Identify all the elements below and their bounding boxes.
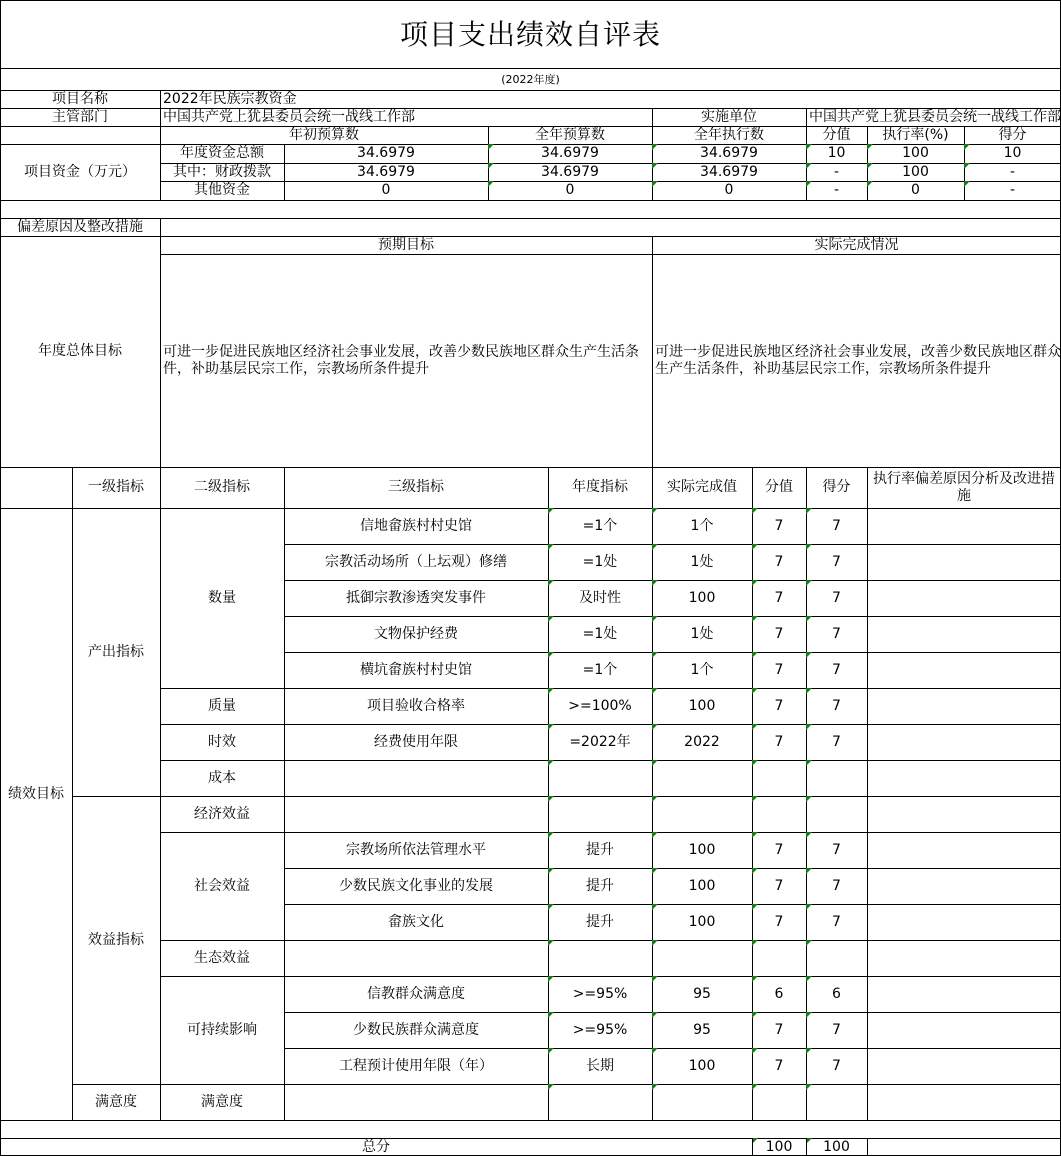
indicator-value: 7 [752, 580, 806, 616]
indicator-note [867, 616, 1061, 652]
fund-header-2: 全年执行数 [694, 126, 764, 143]
indicator-name: 文物保护经费 [374, 625, 458, 642]
fund-row-label: 其他资金 [194, 182, 250, 198]
indicator-score [806, 940, 867, 976]
fund-cell-executed: 34.6979 [652, 163, 806, 181]
fund-cell-rate: 100 [867, 144, 964, 163]
indicator-note [867, 796, 1061, 832]
fund-header-5: 得分 [998, 126, 1027, 143]
indicator-header-2: 三级指标 [388, 479, 444, 495]
expected-header: 预期目标 [378, 236, 434, 253]
grid-line [0, 200, 1061, 201]
indicator-note [867, 904, 1061, 940]
indicator-note [867, 976, 1061, 1012]
indicator-name: 抵御宗教渗透突发事件 [346, 589, 486, 606]
indicator-score: 7 [806, 688, 867, 724]
indicator-actual: 100 [652, 904, 752, 940]
indicator-value: 7 [752, 904, 806, 940]
indicator-target [548, 940, 652, 976]
indicator-value: 7 [752, 544, 806, 580]
indicator-score: 7 [806, 868, 867, 904]
indicator-name: 少数民族文化事业的发展 [339, 877, 493, 894]
indicator-score: 7 [806, 508, 867, 544]
perf-goal-label: 绩效目标 [8, 785, 64, 802]
grid-line [284, 144, 285, 201]
fund-cell-initial: 34.6979 [357, 163, 415, 180]
department-value: 中国共产党上犹县委员会统一战线工作部 [163, 108, 415, 125]
level2-label: 生态效益 [194, 949, 250, 966]
indicator-name: 横坑畲族村村史馆 [360, 661, 472, 678]
level2-label: 满意度 [201, 1093, 243, 1110]
indicator-name: 经费使用年限 [374, 733, 458, 750]
indicator-value: 7 [752, 616, 806, 652]
indicator-name: 畲族文化 [388, 913, 444, 930]
indicator-note [867, 1048, 1061, 1084]
indicator-value: 7 [752, 1012, 806, 1048]
indicator-score: 7 [806, 652, 867, 688]
fund-cell-score: - [964, 181, 1061, 200]
indicator-value: 7 [752, 724, 806, 760]
fund-row-label: 年度资金总额 [180, 145, 264, 161]
indicator-value: 7 [752, 508, 806, 544]
impl-unit-label: 实施单位 [701, 108, 757, 125]
indicator-score: 7 [806, 832, 867, 868]
indicator-actual [652, 760, 752, 796]
level1-label: 效益指标 [88, 931, 144, 948]
indicator-header-1: 二级指标 [194, 479, 250, 495]
level2-label: 社会效益 [194, 877, 250, 894]
indicator-note [867, 760, 1061, 796]
indicator-score: 7 [806, 1012, 867, 1048]
level2-label: 数量 [208, 589, 236, 606]
indicator-target: 长期 [548, 1048, 652, 1084]
indicator-name [284, 796, 548, 832]
indicator-name: 宗教场所依法管理水平 [346, 841, 486, 858]
fund-header-1: 全年预算数 [535, 126, 605, 143]
indicator-target: 提升 [548, 832, 652, 868]
fund-cell-initial: 34.6979 [357, 145, 415, 161]
indicator-header-3: 年度指标 [572, 479, 628, 495]
indicator-target: 及时性 [548, 580, 652, 616]
indicator-header-4: 实际完成值 [667, 479, 737, 495]
indicator-actual: 95 [652, 976, 752, 1012]
indicator-value [752, 760, 806, 796]
indicator-name [284, 940, 548, 976]
indicator-actual: 95 [652, 1012, 752, 1048]
indicator-score [806, 1084, 867, 1120]
fund-cell-budget: 0 [488, 181, 652, 200]
indicator-actual: 1个 [652, 508, 752, 544]
fund-cell-score_value: - [806, 163, 867, 181]
indicator-target [548, 796, 652, 832]
total-label: 总分 [362, 1138, 390, 1155]
indicator-header-6: 得分 [822, 479, 851, 495]
indicator-score: 7 [806, 724, 867, 760]
indicator-target: 提升 [548, 868, 652, 904]
indicator-score: 7 [806, 904, 867, 940]
grid-line [0, 1120, 1061, 1121]
total-score: 100 [806, 1138, 867, 1156]
indicator-score: 7 [806, 616, 867, 652]
fund-header-0: 年初预算数 [289, 126, 359, 143]
indicator-target: =1个 [548, 508, 652, 544]
indicator-actual: 1处 [652, 544, 752, 580]
project-name-value: 2022年民族宗教资金 [163, 90, 297, 107]
impl-unit-value: 中国共产党上犹县委员会统一战线工作部 [809, 108, 1061, 125]
indicator-name: 信地畲族村村史馆 [360, 517, 472, 534]
indicator-target: >=95% [548, 976, 652, 1012]
indicator-target: 提升 [548, 904, 652, 940]
indicator-name [284, 760, 548, 796]
indicator-target: =1处 [548, 616, 652, 652]
indicator-note [867, 508, 1061, 544]
fund-cell-budget: 34.6979 [488, 163, 652, 181]
indicator-note [867, 1084, 1061, 1120]
indicator-value [752, 940, 806, 976]
indicator-actual: 100 [652, 1048, 752, 1084]
indicator-value: 7 [752, 868, 806, 904]
indicator-note [867, 688, 1061, 724]
page-title: 项目支出绩效自评表 [399, 17, 661, 51]
actual-header: 实际完成情况 [814, 236, 899, 253]
fund-header-3: 分值 [822, 126, 851, 143]
indicator-value: 7 [752, 1048, 806, 1084]
indicator-score: 7 [806, 544, 867, 580]
grid-line [752, 1138, 753, 1156]
level2-label: 时效 [208, 733, 236, 750]
indicator-name: 项目验收合格率 [367, 697, 465, 714]
fund-row-label: 其中：财政拨款 [173, 163, 271, 180]
level1-label: 产出指标 [88, 643, 144, 660]
expected-goal-text: 可进一步促进民族地区经济社会事业发展，改善少数民族地区群众生产生活条件，补助基层民宗工作，宗教场所条件提升 [163, 343, 639, 377]
level2-label: 成本 [208, 769, 236, 786]
indicator-note [867, 544, 1061, 580]
total-value: 100 [752, 1138, 806, 1156]
indicator-target: =1个 [548, 652, 652, 688]
department-label: 主管部门 [52, 108, 108, 125]
indicator-note [867, 868, 1061, 904]
grid-line [867, 1138, 868, 1156]
fund-cell-initial: 0 [381, 182, 391, 198]
level2-label: 可持续影响 [187, 1021, 257, 1038]
indicator-note [867, 652, 1061, 688]
level2-label: 经济效益 [194, 805, 250, 822]
indicator-target: =1处 [548, 544, 652, 580]
indicator-actual: 2022 [652, 724, 752, 760]
indicator-score: 6 [806, 976, 867, 1012]
indicator-value: 6 [752, 976, 806, 1012]
indicator-name: 宗教活动场所（上坛观）修缮 [325, 553, 507, 570]
fund-cell-rate: 0 [867, 181, 964, 200]
level2-label: 质量 [208, 697, 236, 714]
funds-label: 项目资金（万元） [24, 163, 136, 180]
indicator-actual: 100 [652, 688, 752, 724]
indicator-target [548, 760, 652, 796]
indicator-actual: 1个 [652, 652, 752, 688]
indicator-value: 7 [752, 832, 806, 868]
fund-cell-executed: 0 [652, 181, 806, 200]
indicator-target: >=100% [548, 688, 652, 724]
fund-cell-score_value: - [806, 181, 867, 200]
level1-label: 满意度 [95, 1093, 137, 1110]
fund-cell-budget: 34.6979 [488, 144, 652, 163]
indicator-name: 工程预计使用年限（年） [339, 1057, 493, 1074]
indicator-target: =2022年 [548, 724, 652, 760]
indicator-actual: 100 [652, 832, 752, 868]
indicator-note [867, 724, 1061, 760]
deviation-label: 偏差原因及整改措施 [17, 218, 143, 235]
actual-goal-text: 可进一步促进民族地区经济社会事业发展，改善少数民族地区群众生产生活条件，补助基层民宗工作，宗教场所条件提升 [655, 343, 1061, 377]
project-name-label: 项目名称 [52, 90, 108, 107]
indicator-note [867, 832, 1061, 868]
indicator-note [867, 940, 1061, 976]
indicator-actual [652, 796, 752, 832]
year-note: (2022年度) [501, 73, 560, 86]
indicator-name: 少数民族群众满意度 [353, 1021, 479, 1038]
fund-cell-rate: 100 [867, 163, 964, 181]
fund-cell-executed: 34.6979 [652, 144, 806, 163]
fund-header-4: 执行率(%) [882, 126, 949, 143]
indicator-value: 7 [752, 688, 806, 724]
indicator-actual [652, 940, 752, 976]
fund-cell-score_value: 10 [806, 144, 867, 163]
fund-cell-score: - [964, 163, 1061, 181]
indicator-target [548, 1084, 652, 1120]
indicator-target: >=95% [548, 1012, 652, 1048]
indicator-header-5: 分值 [765, 479, 793, 495]
indicator-score: 7 [806, 580, 867, 616]
indicator-note [867, 1012, 1061, 1048]
indicator-name: 信教群众满意度 [367, 985, 465, 1002]
indicator-value [752, 796, 806, 832]
fund-cell-score: 10 [964, 144, 1061, 163]
indicator-actual [652, 1084, 752, 1120]
indicator-actual: 1处 [652, 616, 752, 652]
indicator-score: 7 [806, 1048, 867, 1084]
indicator-header-7: 执行率偏差原因分析及改进措施 [873, 470, 1055, 504]
indicator-actual: 100 [652, 868, 752, 904]
indicator-header-0: 一级指标 [88, 479, 144, 495]
indicator-name [284, 1084, 548, 1120]
indicator-value [752, 1084, 806, 1120]
indicator-actual: 100 [652, 580, 752, 616]
annual-goal-label: 年度总体目标 [38, 343, 122, 359]
indicator-note [867, 580, 1061, 616]
indicator-score [806, 760, 867, 796]
indicator-score [806, 796, 867, 832]
grid-line [806, 1138, 807, 1156]
indicator-value: 7 [752, 652, 806, 688]
